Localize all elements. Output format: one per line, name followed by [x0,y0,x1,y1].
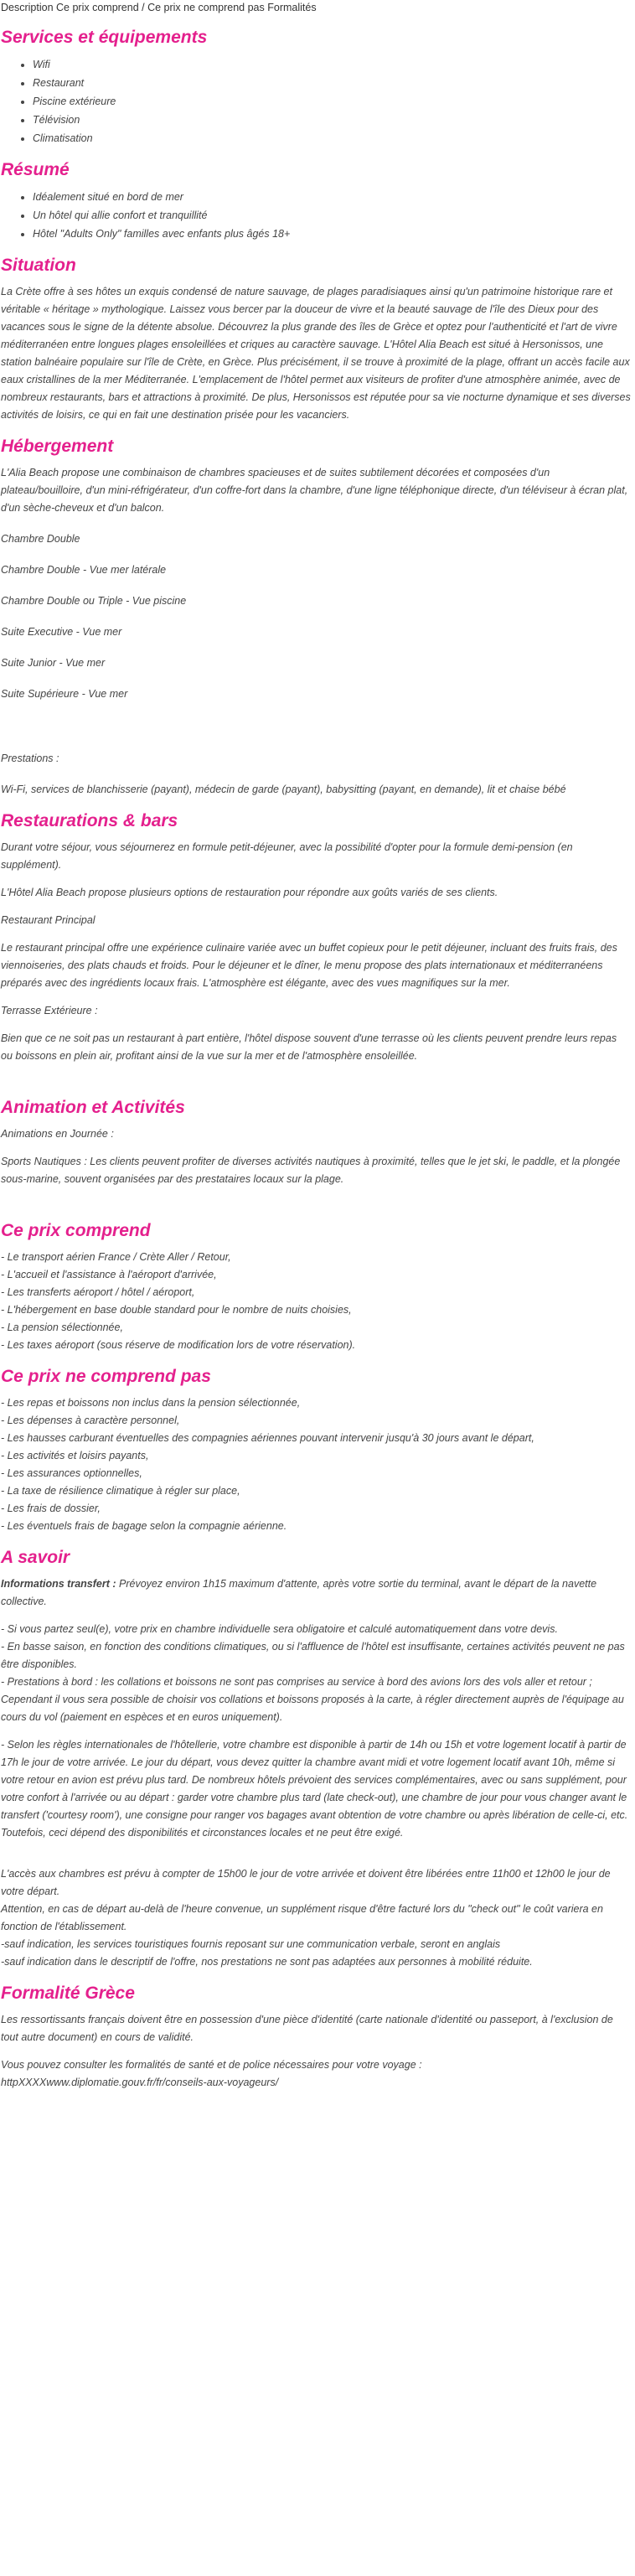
transfert-text: Prévoyez environ 1h15 maximum d'attente, après votre sortie du terminal, avant le départ de la navette collective. [1,1578,597,1607]
savoir-line: -sauf indication, les services touristiques fournis reposant sur une communication verbale, seront en anglais [1,1938,501,1950]
animation-title: Animation et Activités [1,1098,185,1117]
list-item: - Les assurances optionnelles, [1,1467,142,1479]
room-type: Suite Supérieure - Vue mer [1,688,128,700]
savoir-title: A savoir [1,1548,70,1567]
tab-bar [1,0,631,15]
savoir-block-2: - Selon les règles internationales de l'hôtellerie, votre chambre est disponible à partir de 14h ou 15h et votre logement locatif à partir de 17h le jour de votre arrivée. Le jour du départ, vous devez quitter la chambre avant midi et votre logement locatif avant 10h, même si votre retour en avion est prévu plus tard. De nombreux hôtels prévoient des services complémentaires, avec ou sans supplément, pour votre confort à l'arrivée ou au départ : garder votre chambre plus tard (late check-out), une chambre de jour pour vous changer avant le transfert ('courtesy room'), une consigne pour ranger vos bagages avant obtention de votre chambre ou après libération de celle-ci, etc. Toutefois, ceci dépend des disponibilités et circonstances locales et ne peut être exigé. [1,1739,628,1839]
terrasse-label: Terrasse Extérieure : [1,1005,98,1016]
list-item: - Le transport aérien France / Crète Aller / Retour, [1,1251,231,1263]
comprend-section [1,1220,631,1354]
list-item: - Les activités et loisirs payants, [1,1450,149,1461]
formalite-identite: Les ressortissants français doivent être en possession d'une pièce d'identité (carte nationale d'identité ou passeport, à l'exclusion de tout autre document) en cours de validité. [1,2014,613,2043]
tab-separator: / [138,2,148,13]
formalite-consulter: Vous pouvez consulter les formalités de santé et de police nécessaires pour votre voyage : [1,2059,422,2071]
list-item: - Les hausses carburant éventuelles des compagnies aériennes pouvant intervenir jusqu'à 30 jours avant le départ, [1,1432,534,1444]
room-type: Chambre Double - Vue mer latérale [1,564,167,576]
transfert-label: Informations transfert : [1,1578,116,1590]
room-type: Suite Junior - Vue mer [1,657,106,669]
list-item: - Les taxes aéroport (sous réserve de modification lors de votre réservation). [1,1339,356,1351]
restauration-title: Restaurations & bars [1,811,178,830]
comprend-title: Ce prix comprend [1,1221,151,1240]
list-item: - Les repas et boissons non inclus dans la pension sélectionnée, [1,1397,301,1409]
resume-section [1,159,631,243]
formalite-url[interactable]: httpXXXXwww.diplomatie.gouv.fr/fr/conseils-aux-voyageurs/ [1,2077,279,2088]
formalite-section [1,1983,631,2092]
restauration-formule: Durant votre séjour, vous séjournerez en formule petit-déjeuner, avec la possibilité d'opter pour la formule demi-pension (en supplément). [1,841,573,871]
list-item: • Idéalement situé en bord de mer [33,188,631,206]
savoir-block-3 [1,1865,631,1971]
formalite-title: Formalité Grèce [1,1984,135,2003]
ne-comprend-section [1,1366,631,1535]
room-type: Suite Executive - Vue mer [1,626,122,638]
savoir-line: - Prestations à bord : les collations et boissons ne sont pas comprises au service à bord des avions lors des vols aller et retour ; Cependant il vous sera possible de choisir vos collations et boissons proposés à la carte, à régler directement auprès de l'équipage au cours du vol (paiement en espèces et en euros uniquement). [1,1676,624,1723]
list-item: - La taxe de résilience climatique à régler sur place, [1,1485,240,1497]
situation-title: Situation [1,256,76,275]
animation-section [1,1097,631,1188]
restaurant-principal-text: Le restaurant principal offre une expérience culinaire variée avec un buffet copieux pour le petit déjeuner, incluant des fruits frais, des viennoiseries, des plats chauds et froids. Pour le déjeuner et le dîner, le menu propose des plats internationaux et méditerranéens préparés avec des ingrédients locaux frais. L'atmosphère est élégante, avec des vues magnifiques sur la mer. [1,942,617,989]
list-item: - Les transferts aéroport / hôtel / aéroport, [1,1286,195,1298]
room-type: Chambre Double ou Triple - Vue piscine [1,595,187,607]
room-type: Chambre Double [1,533,80,545]
list-item: • Restaurant [33,74,631,92]
savoir-block-1 [1,1621,631,1726]
tab-description[interactable]: Description [1,2,54,13]
situation-text: La Crète offre à ses hôtes un exquis condensé de nature sauvage, de plages paradisiaques ainsi qu'un patrimoine historique rare et véritable « héritage » mythologique. Laissez vous bercer par la douceur de vivre et la beauté sauvage de l'île des Dieux pour des vacances sous le signe de la détente absolue. Découvrez la plus grande des îles de Grèce et optez pour l'authenticité et l'art de vivre méditerranéen entre longues plages ensoleillées et criques au caractère sauvage. L'Hôtel Alia Beach est situé à Hersonissos, une station balnéaire populaire sur l'île de Crète, en Grèce. Plus précisément, il se trouve à proximité de la plage, offrant un accès facile aux eaux cristallines de la mer Méditerranée. L'emplacement de l'hôtel permet aux visiteurs de profiter d'une atmosphère animée, avec de nombreux restaurants, bars et attractions à proximité. De plus, Hersonissos est réputée pour sa vie nocturne dynamique et ses diverses activités de loisirs, ce qui en fait une destination prisée pour les vacanciers. [1,286,631,421]
hebergement-section [1,436,631,799]
list-item: • Climatisation [33,129,631,147]
list-item: • Un hôtel qui allie confort et tranquillité [33,206,631,225]
terrasse-text: Bien que ce ne soit pas un restaurant à part entière, l'hôtel dispose souvent d'une terrasse où les clients peuvent prendre leurs repas ou boissons en plein air, profitant ainsi de la vue sur la mer et de l'atmosphère ensoleillée. [1,1032,617,1062]
hebergement-title: Hébergement [1,437,114,456]
prestations-label: Prestations : [1,753,59,764]
list-item: • Piscine extérieure [33,92,631,111]
savoir-line: - En basse saison, en fonction des conditions climatiques, ou si l'affluence de l'hôtel est insuffisante, certaines activités peuvent ne pas être disponibles. [1,1641,625,1670]
list-item: • Wifi [33,55,631,74]
tab-ce-prix-ne-comprend-pas[interactable]: Ce prix ne comprend pas [147,2,265,13]
situation-section [1,255,631,424]
resume-title: Résumé [1,160,70,179]
list-item: • Hôtel "Adults Only" familles avec enfants plus âgés 18+ [33,225,631,243]
list-item: - Les dépenses à caractère personnel, [1,1415,180,1426]
list-item: - Les frais de dossier, [1,1503,101,1514]
list-item: - L'accueil et l'assistance à l'aéroport d'arrivée, [1,1269,217,1280]
prestations-text: Wi-Fi, services de blanchisserie (payant), médecin de garde (payant), babysitting (payant, en demande), lit et chaise bébé [1,784,566,795]
list-item: - Les éventuels frais de bagage selon la compagnie aérienne. [1,1520,287,1532]
ne-comprend-title: Ce prix ne comprend pas [1,1367,211,1386]
services-section [1,27,631,147]
savoir-line: -sauf indication dans le descriptif de l'offre, nos prestations ne sont pas adaptées aux personnes à mobilité réduite. [1,1956,533,1968]
savoir-section [1,1547,631,1971]
restauration-options: L'Hôtel Alia Beach propose plusieurs options de restauration pour répondre aux goûts variés de ses clients. [1,887,498,898]
list-item: - La pension sélectionnée, [1,1322,123,1333]
tab-formalites[interactable]: Formalités [267,2,317,13]
transfert-info [1,1575,631,1611]
animation-label: Animations en Journée : [1,1128,114,1140]
services-title: Services et équipements [1,28,208,47]
savoir-line: Attention, en cas de départ au-delà de l'heure convenue, un supplément risque d'être facturé lors du "check out" le coût variera en fonction de l'établissement. [1,1903,603,1932]
animation-text: Sports Nautiques : Les clients peuvent profiter de diverses activités nautiques à proximité, telles que le jet ski, le paddle, et la plongée sous-marine, souvent organisées par des prestataires locaux sur la plage. [1,1156,621,1185]
resume-list [1,188,631,243]
savoir-line: L'accès aux chambres est prévu à compter de 15h00 le jour de votre arrivée et doivent être libérées entre 11h00 et 12h00 le jour de votre départ. [1,1868,611,1897]
restauration-section [1,810,631,1065]
savoir-line: - Si vous partez seul(e), votre prix en chambre individuelle sera obligatoire et calculé automatiquement dans votre devis. [1,1623,558,1635]
restaurant-principal-label: Restaurant Principal [1,914,96,926]
list-item: • Télévision [33,111,631,129]
tab-ce-prix-comprend[interactable]: Ce prix comprend [56,2,139,13]
services-list [1,55,631,147]
list-item: - L'hébergement en base double standard pour le nombre de nuits choisies, [1,1304,352,1316]
hebergement-intro: L'Alia Beach propose une combinaison de chambres spacieuses et de suites subtilement décorées et composées d'un plateau/bouilloire, d'un mini-réfrigérateur, d'un coffre-fort dans la chambre, d'une ligne téléphonique directe, d'un téléviseur à écran plat, d'un sèche-cheveux et d'un balcon. [1,467,628,514]
